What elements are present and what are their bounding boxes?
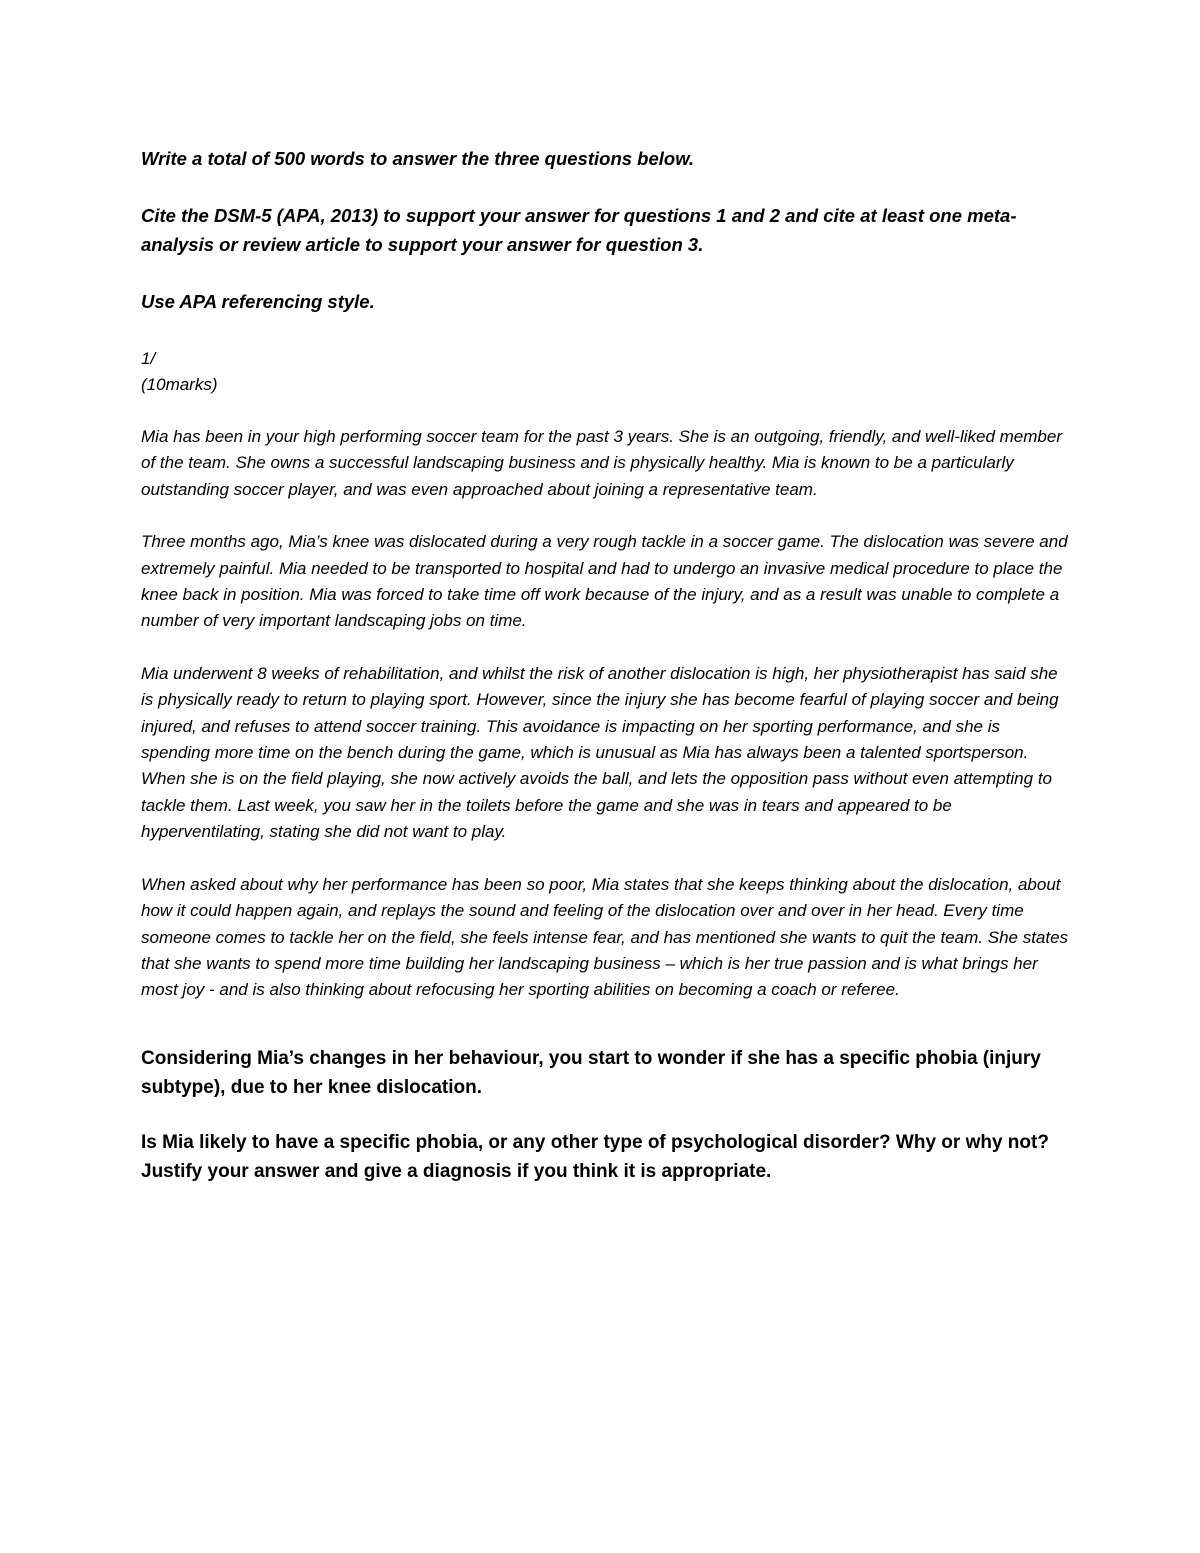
question-number: 1/ <box>141 349 156 368</box>
question-prompt: Is Mia likely to have a specific phobia, or any other type of psychological disorder? Why or why not? Justify your answer and give a diagnosis if you think it is appropriate. <box>141 1131 1049 1182</box>
instruction-referencing-style: Use APA referencing style. <box>141 291 375 312</box>
case-paragraph-thoughts: When asked about why her performance has been so poor, Mia states that she keeps thinking about the dislocation, about how it could happen again, and replays the sound and feeling of the dislocation over and over in her head. Every time someone comes to tackle her on the field, she feels intense fear, and has mentioned she wants to quit the team. She states that she wants to spend more time building her landscaping business – which is her true passion and is what brings her most joy - and is also thinking about refocusing her sporting abilities on becoming a coach or referee. <box>141 874 1069 1000</box>
case-paragraph-avoidance: Mia underwent 8 weeks of rehabilitation, and whilst the risk of another dislocation is high, her physiotherapist has said she is physically ready to return to playing sport. However, since the injury she has become fearful of playing soccer and being injured, and refuses to attend soccer training. This avoidance is impacting on her sporting performance, and she is spending more time on the bench during the game, which is unusual as Mia has always been a talented sportsperson. When she is on the field playing, she now actively avoids the ball, and lets the opposition pass without even attempting to tackle them. Last week, you saw her in the toilets before the game and she was in tears and appeared to be hyperventilating, stating she did not want to play. <box>141 663 1059 842</box>
question-marks: (10marks) <box>141 375 218 394</box>
instruction-word-count: Write a total of 500 words to answer the three questions below. <box>141 148 695 169</box>
document-body <box>141 144 1071 1212</box>
case-paragraph-background: Mia has been in your high performing soccer team for the past 3 years. She is an outgoing, friendly, and well-liked member of the team. She owns a successful landscaping business and is physically healthy. Mia is known to be a particularly outstanding soccer player, and was even approached about joining a representative team. <box>141 427 1062 499</box>
case-paragraph-injury: Three months ago, Mia’s knee was dislocated during a very rough tackle in a soccer game. The dislocation was severe and extremely painful. Mia needed to be transported to hospital and had to undergo an invasive medical procedure to place the knee back in position. Mia was forced to take time off work because of the injury, and as a result was unable to complete a number of very important landscaping jobs on time. <box>141 532 1068 631</box>
question-context: Considering Mia’s changes in her behaviour, you start to wonder if she has a specific phobia (injury subtype), due to her knee dislocation. <box>141 1047 1041 1098</box>
instruction-citations: Cite the DSM-5 (APA, 2013) to support your answer for questions 1 and 2 and cite at least one meta-analysis or review article to support your answer for question 3. <box>141 205 1017 255</box>
case-study <box>141 424 1071 1004</box>
